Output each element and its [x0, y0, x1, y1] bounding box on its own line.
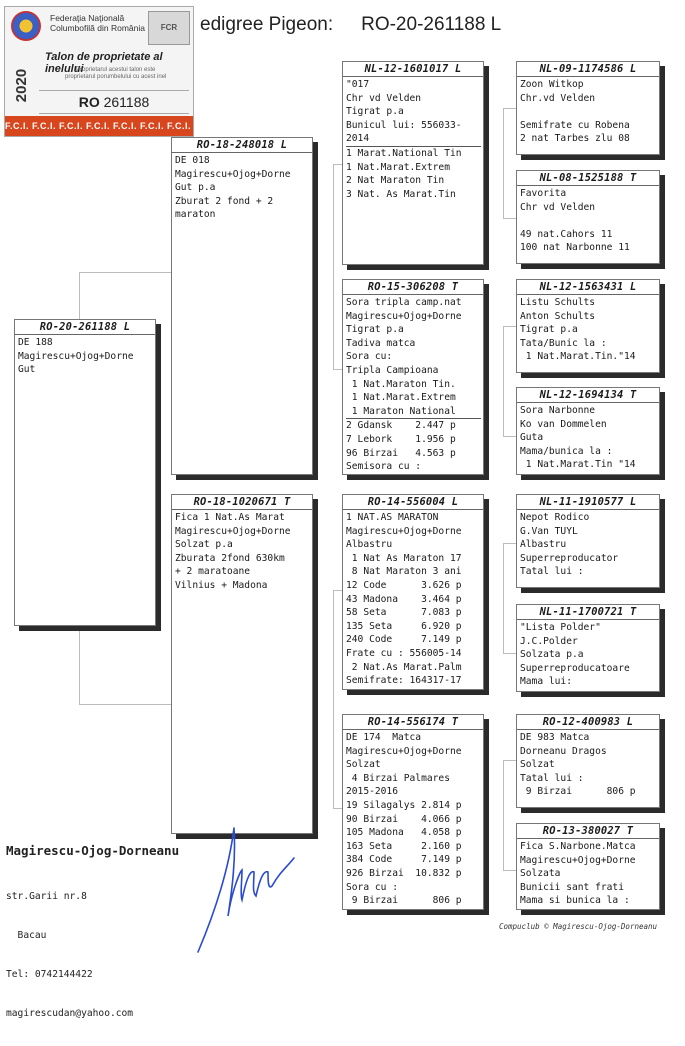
ticket-title: Talon de proprietate al inelului — [45, 51, 163, 75]
connector — [503, 326, 504, 436]
owner-address: str.Garii nr.8 — [6, 891, 87, 902]
info-line: Listu Schults — [520, 297, 596, 308]
owner-phone: Tel: 0742144422 — [6, 969, 93, 980]
info-line: 384 Code 7.149 p — [346, 854, 462, 866]
owner-email: magirescudan@yahoo.com — [6, 1008, 134, 1019]
pigeon-info — [517, 295, 659, 364]
connector — [79, 272, 172, 273]
pigeon-info — [517, 403, 659, 472]
info-line: Superreproducator — [520, 552, 619, 564]
connector — [503, 760, 517, 761]
pigeon-info — [517, 510, 659, 579]
info-line: Solzat — [346, 759, 381, 771]
title-ring: RO-20-261188 L — [361, 14, 502, 35]
pigeon-info — [517, 77, 659, 146]
info-line: Frate cu : 556005-14 — [346, 647, 462, 659]
ring-number: RO-18-248018 L — [172, 138, 312, 153]
info-line: Tigrat p.a — [346, 324, 404, 336]
pigeon-card-ddd — [516, 823, 660, 910]
info-line: 7 Lebork 1.956 p — [346, 433, 456, 445]
info-line: Superreproducatoare — [520, 662, 630, 674]
pigeon-card-sds — [516, 279, 660, 373]
info-line: Tatal lui : — [520, 566, 584, 578]
info-line: 8 Nat Maraton 3 ani — [346, 566, 462, 578]
pigeon-card-dam — [171, 494, 313, 834]
pigeon-info — [343, 730, 483, 908]
connector — [333, 590, 334, 808]
info-line: Fica S.Narbone.Matca — [520, 841, 636, 852]
pigeon-card-ssd — [516, 170, 660, 264]
info-line: Anton Schults — [520, 310, 596, 322]
pigeon-card-ss — [342, 61, 484, 265]
info-line: Zburata 2fond 630km — [175, 552, 285, 564]
pigeon-info — [15, 335, 155, 377]
info-line — [520, 214, 657, 228]
pigeon-card-dd — [342, 714, 484, 910]
info-line: Solzata p.a — [520, 649, 584, 661]
info-line: 240 Code 7.149 p — [346, 634, 462, 646]
signature-icon — [190, 820, 300, 960]
info-line: 1 Nat.Maraton Tin. — [346, 378, 456, 390]
info-line: Magirescu+Ojog+Dorne — [175, 168, 291, 180]
info-line: Semisora cu : — [346, 461, 422, 473]
connector — [503, 436, 517, 437]
info-line: 2 Nat.As Marat.Palm — [346, 661, 462, 673]
pigeon-info — [172, 153, 312, 222]
connector — [503, 108, 504, 218]
ring-number: NL-11-1910577 L — [517, 495, 659, 510]
info-line: DE 174 Matca — [346, 732, 422, 743]
info-line: 1 Maraton National — [346, 405, 481, 420]
info-line: 4 Birzai Palmares — [346, 772, 450, 784]
info-line: G.Van TUYL — [520, 525, 578, 537]
ring-number: NL-12-1601017 L — [343, 62, 483, 77]
pigeon-info — [517, 730, 659, 799]
info-line: Bunicul lui: 556033- — [346, 119, 462, 131]
info-line: Semifrate: 164317-17 — [346, 675, 462, 687]
pigeon-card-dsd — [516, 604, 660, 692]
info-line: Tata/Bunic la : — [520, 337, 607, 349]
info-line: Tadiva matca — [346, 337, 416, 349]
info-line — [520, 105, 657, 119]
ring-number: RO-14-556004 L — [343, 495, 483, 510]
ring-number: NL-12-1563431 L — [517, 280, 659, 295]
info-line: DE 018 — [175, 155, 210, 166]
connector — [503, 218, 517, 219]
pigeon-card-main — [14, 319, 156, 626]
info-line: maraton — [175, 209, 216, 221]
info-line: 1 Marat.National Tin — [346, 147, 462, 159]
ring-number: RO-12-400983 L — [517, 715, 659, 730]
pigeon-info — [343, 295, 483, 474]
ring-number: NL-12-1694134 T — [517, 388, 659, 403]
info-line: Mama si bunica la : — [520, 895, 630, 907]
info-line: Bunicii sant frati — [520, 881, 624, 893]
info-line: 96 Birzai 4.563 p — [346, 447, 456, 459]
info-line: 1 Nat.Marat.Extrem — [346, 392, 456, 404]
info-line: 9 Birzai 806 p — [520, 786, 636, 798]
ticket-subtitle: Proprietarul acestui talon este proprietarul porumbelului cu acest inel — [65, 67, 167, 80]
info-line: Albastru — [346, 539, 393, 551]
info-line: Gut p.a — [175, 182, 216, 194]
info-line: Tigrat p.a — [520, 324, 578, 336]
info-line: Magirescu+Ojog+Dorne — [346, 745, 462, 757]
ring-number: RO-15-306208 T — [343, 280, 483, 295]
info-line: Favorita — [520, 188, 567, 199]
info-line: Sora cu : — [346, 881, 398, 893]
info-line: Magirescu+Ojog+Dorne — [520, 854, 636, 866]
info-line: Zburat 2 fond + 2 — [175, 195, 274, 207]
info-line: Magirescu+Ojog+Dorne — [18, 350, 134, 362]
info-line: 926 Birzai 10.832 p — [346, 867, 462, 879]
info-line: Sora tripla camp.nat — [346, 297, 462, 308]
pigeon-card-sire — [171, 137, 313, 475]
info-line: Ko van Dommelen — [520, 418, 607, 430]
info-line: 3 Nat. As Marat.Tin — [346, 188, 456, 200]
ring-number: RO-13-380027 T — [517, 824, 659, 839]
info-line: 49 nat.Cahors 11 — [520, 228, 613, 240]
info-line: J.C.Polder — [520, 635, 578, 647]
info-line: Guta — [520, 432, 544, 444]
info-line: 2 Gdansk 2.447 p — [346, 420, 456, 432]
info-line: 100 nat Narbonne 11 — [520, 242, 630, 254]
ring-number: RO-18-1020671 T — [172, 495, 312, 510]
pigeon-info — [343, 77, 483, 201]
pigeon-info — [517, 839, 659, 908]
connector — [503, 543, 504, 653]
connector — [503, 653, 517, 654]
info-line: Vilnius + Madona — [175, 579, 268, 591]
federation-logo: FCR — [148, 11, 190, 45]
info-line: 1 Nat.Marat.Tin "14 — [520, 459, 636, 471]
info-line: 2 Nat Maraton Tin — [346, 175, 445, 187]
info-line: Chr vd Velden — [520, 201, 596, 213]
info-line: Magirescu+Ojog+Dorne — [175, 525, 291, 537]
federation-emblem-icon — [11, 11, 41, 41]
info-line: "017 — [346, 79, 370, 90]
pigeon-card-dss — [516, 494, 660, 588]
info-line: 19 Silagalys 2.814 p — [346, 799, 462, 811]
info-line: 9 Birzai 806 p — [346, 895, 462, 907]
info-line: 90 Birzai 4.066 p — [346, 813, 462, 825]
connector — [503, 760, 504, 870]
info-line: 1 NAT.AS MARATON — [346, 512, 439, 523]
info-line: Dorneanu Dragos — [520, 745, 607, 757]
pigeon-card-sd — [342, 279, 484, 475]
info-line: 2015-2016 — [346, 786, 398, 798]
federation-name: Federaţia Naţională Columbofilă din România — [50, 13, 145, 33]
ring-number: NL-11-1700721 T — [517, 605, 659, 620]
info-line: Zoon Witkop — [520, 79, 584, 90]
info-line: 2 nat Tarbes zlu 08 — [520, 133, 630, 145]
info-line: Fica 1 Nat.As Marat — [175, 512, 285, 523]
info-line: Magirescu+Ojog+Dorne — [346, 525, 462, 537]
ring-number: RO-20-261188 L — [15, 320, 155, 335]
pigeon-info — [343, 510, 483, 688]
pigeon-card-dds — [516, 714, 660, 808]
info-line: Albastru — [520, 539, 567, 551]
info-line: Solzat — [520, 759, 555, 771]
info-line: 163 Seta 2.160 p — [346, 840, 462, 852]
page-title — [200, 14, 501, 36]
info-line: Mama lui: — [520, 676, 572, 688]
info-line: Mama/bunica la : — [520, 445, 613, 457]
connector — [503, 870, 517, 871]
info-line: Nepot Rodico — [520, 512, 590, 523]
connector — [503, 543, 517, 544]
footer-credit: Compuclub © Magirescu-Ojog-Dorneanu — [499, 922, 658, 931]
owner-city: Bacau — [6, 930, 47, 941]
info-line: Solzata — [520, 868, 561, 880]
ticket-year: 2020 — [13, 68, 31, 102]
info-line: Sora Narbonne — [520, 405, 596, 416]
info-line: 58 Seta 7.083 p — [346, 607, 462, 619]
info-line: 135 Seta 6.920 p — [346, 620, 462, 632]
connector — [333, 164, 334, 369]
connector — [503, 326, 517, 327]
info-line: DE 188 — [18, 337, 53, 348]
ring-number: NL-08-1525188 T — [517, 171, 659, 186]
info-line: + 2 maratoane — [175, 566, 251, 578]
info-line: Chr vd Velden — [346, 92, 422, 104]
info-line: Gut — [18, 364, 36, 376]
info-line: Tripla Campioana — [346, 364, 439, 376]
pigeon-info — [517, 186, 659, 255]
info-line: 1 Nat.Marat.Tin."14 — [520, 351, 636, 363]
ring-number: RO-14-556174 T — [343, 715, 483, 730]
info-line: 1 Nat.Marat.Extrem — [346, 161, 450, 173]
info-line: Solzat p.a — [175, 539, 233, 551]
info-line: Sora cu: — [346, 351, 393, 363]
ring-ownership-ticket — [4, 6, 219, 137]
owner-contact — [6, 864, 179, 1046]
info-line: 1 Nat As Maraton 17 — [346, 552, 462, 564]
info-line: Chr.vd Velden — [520, 92, 596, 104]
info-line: 12 Code 3.626 p — [346, 579, 462, 591]
owner-name: Magirescu-Ojog-Dorneanu — [6, 843, 180, 858]
ticket-strip: F.C.I. F.C.I. F.C.I. F.C.I. F.C.I. F.C.I. F.C.I. F.C.I. — [5, 116, 193, 136]
info-line: 43 Madona 3.464 p — [346, 593, 462, 605]
title-prefix: edigree Pigeon: — [200, 14, 334, 35]
connector — [79, 704, 172, 705]
owner-block — [6, 843, 179, 1046]
pigeon-info — [517, 620, 659, 689]
info-line: Semifrate cu Robena — [520, 119, 630, 131]
pigeon-info — [172, 510, 312, 593]
info-line: DE 983 Matca — [520, 732, 590, 743]
info-line: Tigrat p.a — [346, 106, 404, 118]
info-line: "Lista Polder" — [520, 622, 601, 633]
info-line: Tatal lui : — [520, 772, 584, 784]
ticket-ring-number: RO 261188 — [39, 90, 189, 114]
ring-number: NL-09-1174586 L — [517, 62, 659, 77]
connector — [503, 108, 517, 109]
pigeon-card-sdd — [516, 387, 660, 475]
pigeon-card-sss — [516, 61, 660, 155]
info-line: 105 Madona 4.058 p — [346, 827, 462, 839]
info-line: Magirescu+Ojog+Dorne — [346, 310, 462, 322]
pigeon-card-ds — [342, 494, 484, 690]
info-line: 2014 — [346, 132, 481, 147]
